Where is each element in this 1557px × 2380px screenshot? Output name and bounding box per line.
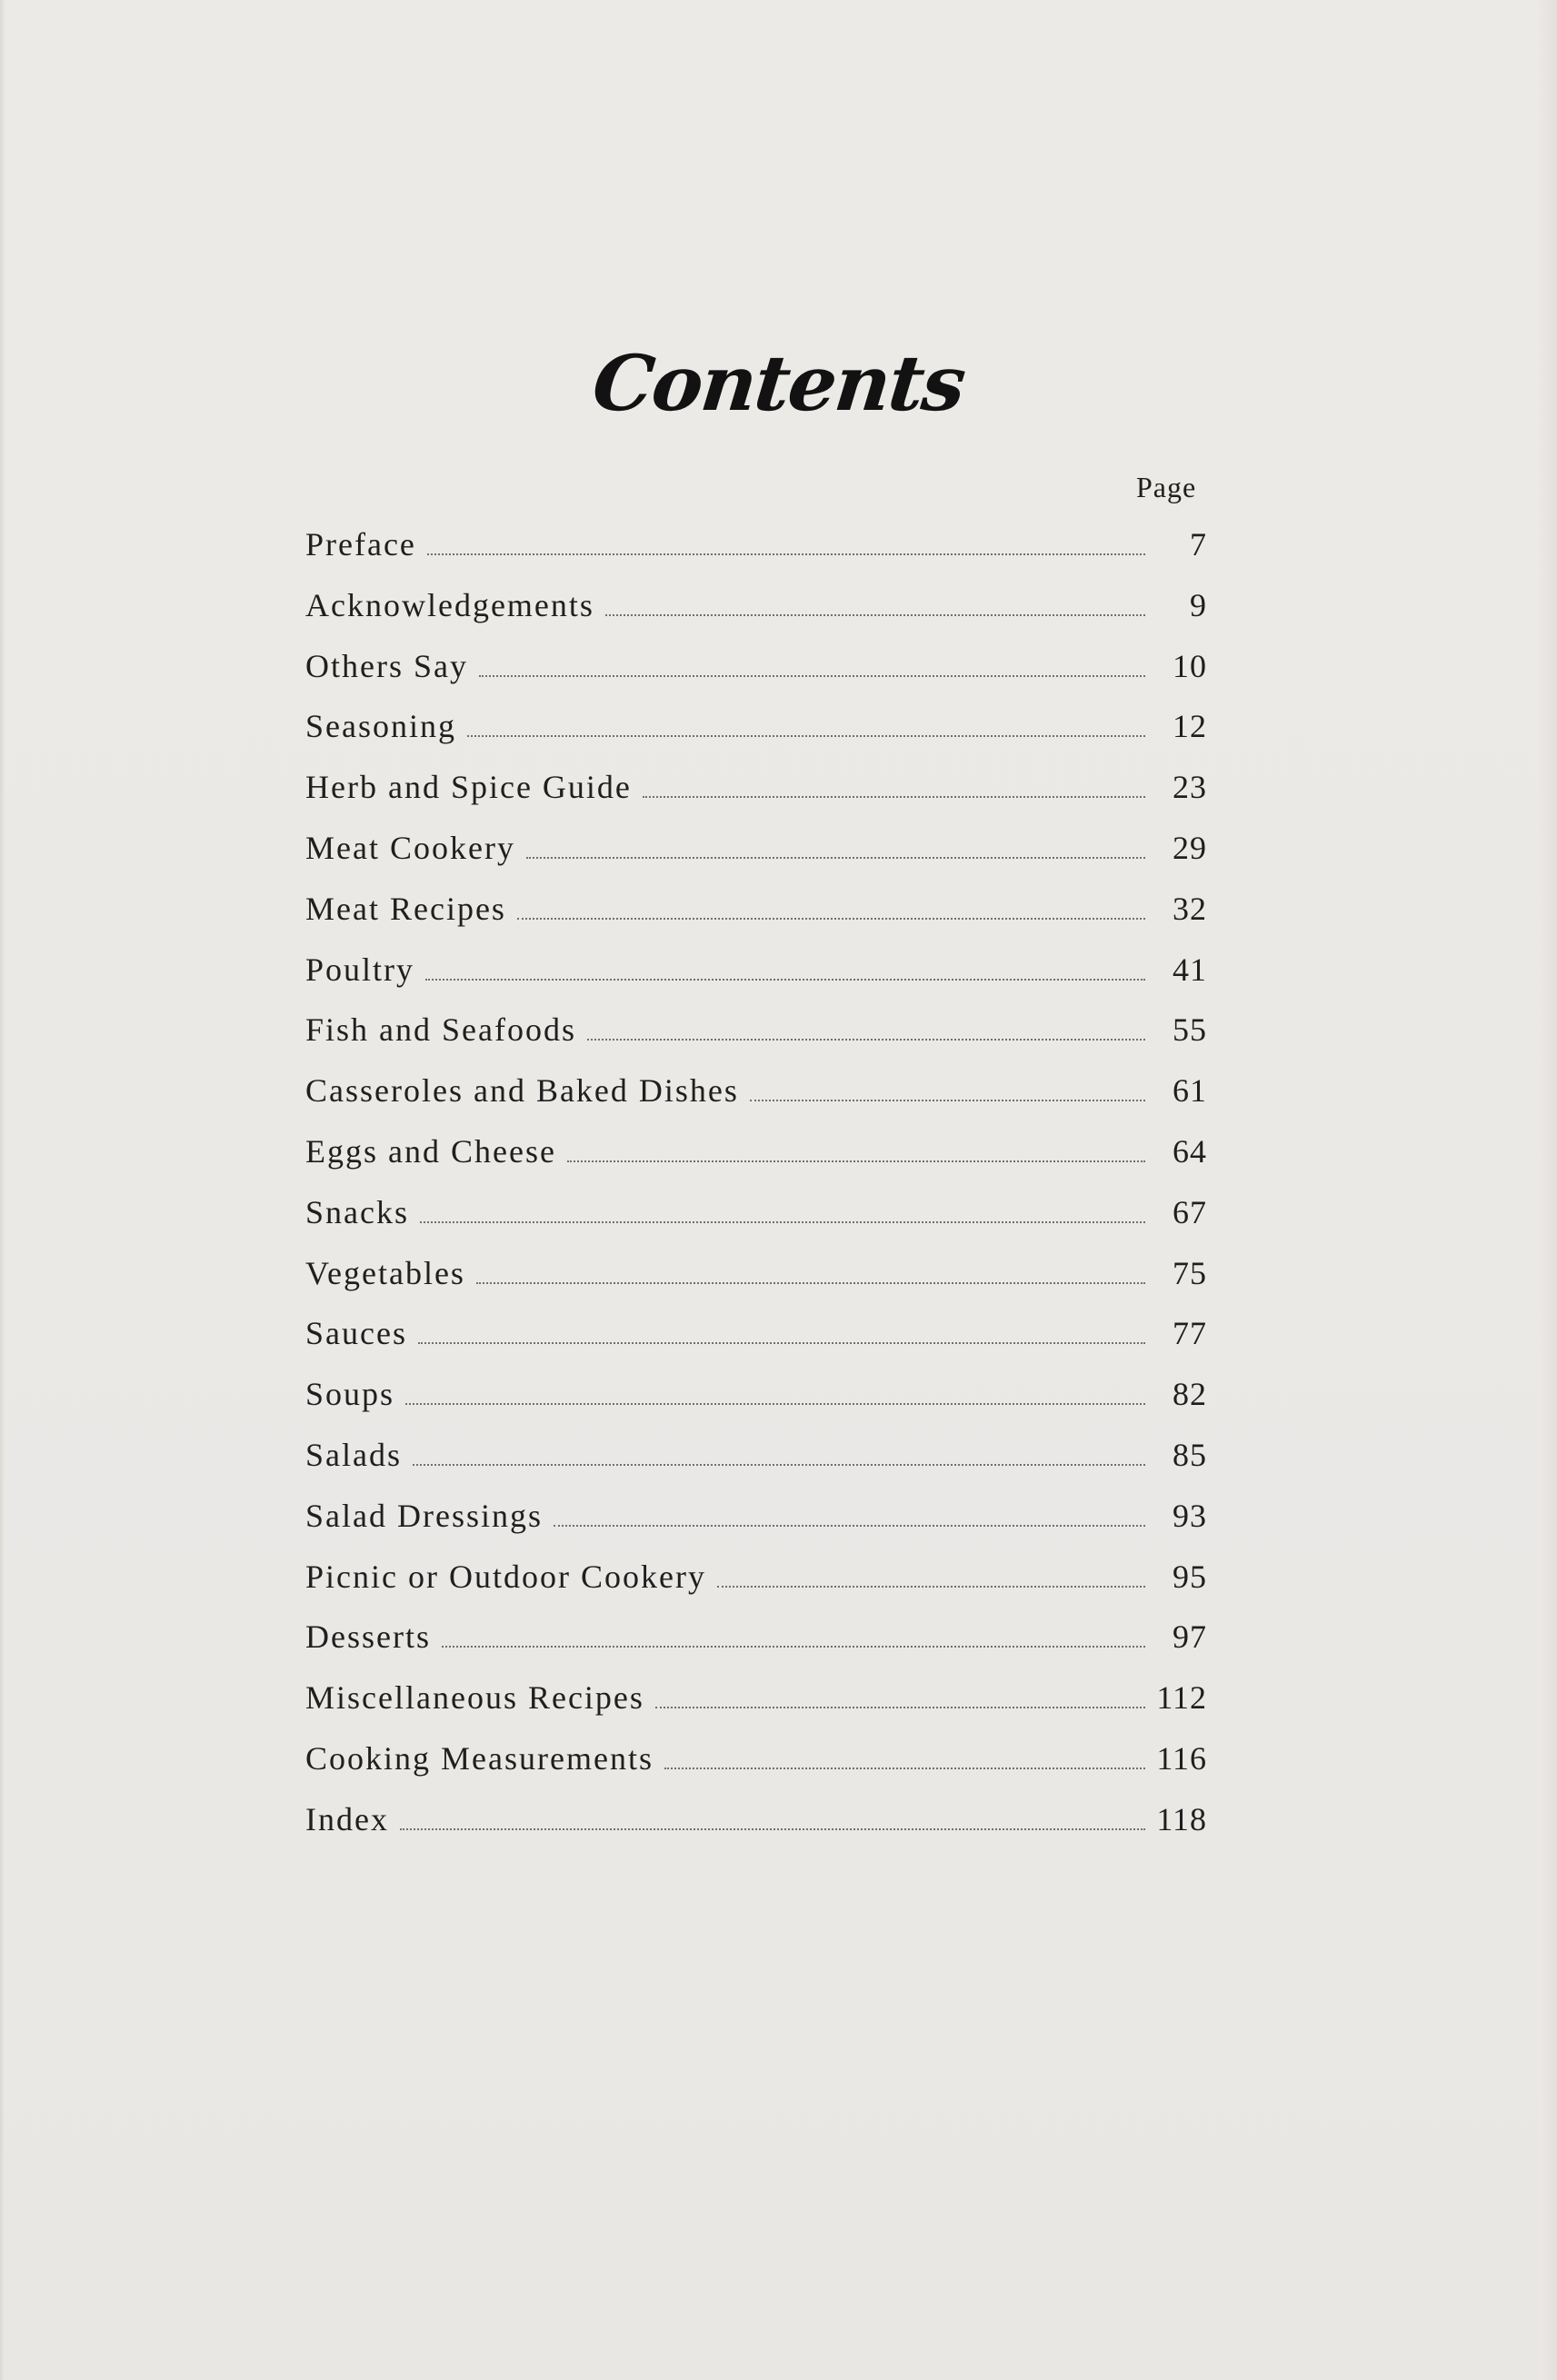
toc-entry-label: Meat Cookery [305,829,515,866]
toc-entry [305,829,1207,890]
toc-entry-page: 29 [1173,829,1207,866]
page-title: Contents [588,338,969,428]
toc-entry [305,1011,1207,1071]
dot-leader [664,1768,1145,1769]
toc-entry [305,525,1207,586]
page-column-header: Page [1136,471,1197,503]
toc-entry-page: 64 [1173,1132,1207,1170]
toc-entry-label: Seasoning [305,708,456,745]
toc-entry [305,1071,1207,1132]
toc-entry-page: 23 [1173,769,1207,806]
toc-entry-label: Herb and Spice Guide [305,769,632,806]
toc-entry-label: Casseroles and Baked Dishes [305,1072,739,1110]
toc-entry-label: Meat Recipes [305,890,506,927]
toc-entry [305,1193,1207,1254]
toc-entry-label: Miscellaneous Recipes [305,1679,644,1717]
toc-entry-page: 12 [1173,708,1207,745]
dot-leader [567,1160,1145,1162]
dot-leader [643,796,1145,798]
dot-leader [526,857,1145,859]
dot-leader [517,918,1145,920]
toc-entry-label: Picnic or Outdoor Cookery [305,1558,706,1595]
dot-leader [425,979,1145,981]
toc-entry-page: 77 [1173,1315,1207,1352]
toc-entry-page: 9 [1190,586,1207,623]
toc-entry [305,586,1207,647]
dot-leader [427,553,1145,555]
toc-entry-page: 118 [1156,1800,1207,1837]
dot-leader [717,1586,1145,1588]
toc-entry-page: 95 [1173,1558,1207,1595]
dot-leader [750,1100,1145,1101]
toc-entry [305,1254,1207,1315]
dot-leader [467,735,1145,737]
toc-entry [305,1132,1207,1193]
toc-entry-label: Preface [305,526,416,563]
toc-entry [305,647,1207,708]
toc-entry-label: Others Say [305,647,468,684]
dot-leader [413,1464,1145,1466]
toc-entry [305,1375,1207,1436]
toc-entry-label: Cooking Measurements [305,1739,654,1777]
toc-entry-label: Sauces [305,1315,407,1352]
toc-entry-label: Desserts [305,1618,431,1656]
toc-entry-page: 97 [1173,1618,1207,1656]
dot-leader [418,1342,1145,1344]
toc-entry-label: Eggs and Cheese [305,1132,556,1170]
toc-entry-page: 55 [1173,1011,1207,1049]
toc-entry-label: Salads [305,1436,402,1473]
toc-entry [305,890,1207,951]
dot-leader [587,1039,1145,1041]
toc-entry-label: Index [305,1800,389,1837]
dot-leader [420,1221,1145,1223]
toc-entry [305,1558,1207,1618]
toc-entry [305,1618,1207,1678]
toc-entry [305,1436,1207,1497]
toc-entry-label: Poultry [305,951,415,988]
toc-entry-page: 116 [1156,1739,1207,1777]
toc-entry-page: 41 [1173,951,1207,988]
toc-entry-page: 85 [1173,1436,1207,1473]
toc-entry-page: 10 [1173,647,1207,684]
dot-leader [442,1646,1145,1648]
toc-entry [305,768,1207,829]
toc-entry-label: Fish and Seafoods [305,1011,576,1049]
dot-leader [605,614,1145,616]
toc-entry-label: Soups [305,1376,395,1413]
dot-leader [655,1707,1145,1708]
toc-entry [305,1497,1207,1558]
toc-entry-label: Acknowledgements [305,586,594,623]
toc-entry-page: 82 [1173,1376,1207,1413]
toc-entry-label: Snacks [305,1193,409,1230]
dot-leader [554,1525,1145,1527]
toc-entry-page: 7 [1190,526,1207,563]
toc-entry-page: 61 [1173,1072,1207,1110]
toc-entry [305,1739,1207,1800]
toc-entry [305,707,1207,768]
dot-leader [479,675,1145,677]
toc-entry [305,1800,1207,1861]
toc-entry-label: Vegetables [305,1254,465,1291]
dot-leader [400,1828,1145,1830]
dot-leader [476,1282,1145,1284]
toc-entry-page: 32 [1173,890,1207,927]
toc-entry-page: 93 [1173,1497,1207,1534]
table-of-contents [305,525,1207,1861]
toc-entry-page: 112 [1156,1679,1207,1717]
toc-entry-page: 67 [1173,1193,1207,1230]
toc-entry [305,1314,1207,1375]
toc-entry-label: Salad Dressings [305,1497,543,1534]
toc-entry [305,951,1207,1011]
toc-entry [305,1678,1207,1739]
toc-entry-page: 75 [1173,1254,1207,1291]
dot-leader [405,1403,1145,1405]
